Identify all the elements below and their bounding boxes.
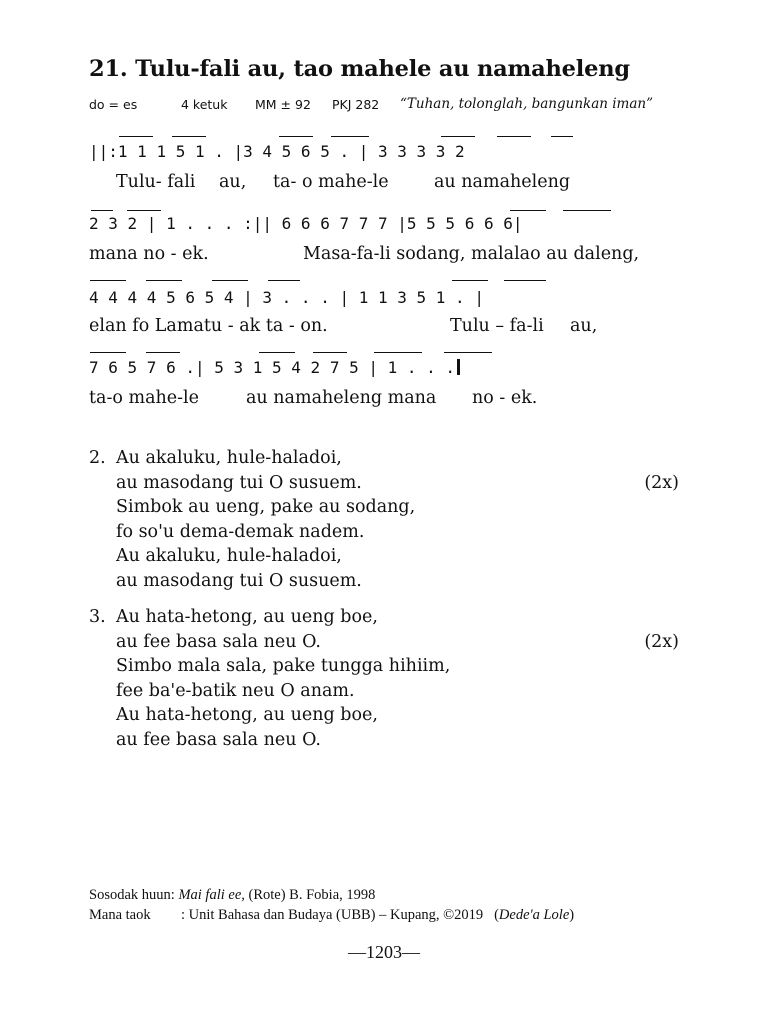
source-label: Sosodak huun	[89, 887, 171, 903]
lyric-segment: ta- o mahe-le	[273, 172, 389, 192]
verse-line: Simbo mala sala, pake tungga hihiim,	[116, 656, 451, 676]
repeat-end-sign: :||	[243, 214, 273, 233]
credits	[89, 885, 574, 925]
lyric-segment: Tulu – fa-li	[450, 316, 544, 336]
verse-number: 2.	[89, 448, 106, 468]
verse-line: fee ba'e-batik neu O anam.	[116, 680, 355, 701]
verse-line: au fee basa sala neu O.	[116, 729, 321, 750]
notation-row-1	[89, 140, 465, 164]
source-title: Mai fali ee,	[178, 887, 245, 903]
tempo: MM ± 92	[255, 97, 311, 112]
lyric-segment: mana no - ek.	[89, 244, 209, 264]
translator-credit: Mana taok : Unit Bahasa dan Budaya (UBB) – Kupang, ©2019 (Dede'a Lole)	[89, 907, 575, 923]
lyric-segment: au namaheleng	[434, 172, 571, 192]
translator-note: Dede'a Lole	[498, 907, 570, 923]
lyric-segment: Masa-fa-li sodang, malalao au daleng,	[303, 244, 640, 264]
verse-line: Au akaluku, hule-haladoi,	[116, 448, 342, 468]
key-signature: do = es	[89, 97, 138, 112]
verse-number: 3.	[89, 607, 106, 627]
verse-line: au masodang tui O susuem.	[116, 570, 362, 591]
repeat-marker: (2x)	[644, 631, 679, 652]
verse-line: au masodang tui O susuem.	[116, 472, 362, 493]
verse-2	[89, 446, 689, 593]
page-number: —1203—	[348, 942, 420, 962]
lyric-segment: au namaheleng mana	[246, 388, 437, 408]
notation-row-4	[89, 356, 460, 380]
repeat-marker: (2x)	[644, 472, 679, 493]
translator-label: Mana taok	[89, 907, 151, 923]
notation-row-3	[89, 286, 484, 310]
beats: 4 ketuk	[181, 97, 228, 112]
lyric-segment: elan fo Lamatu - ak ta - on.	[89, 316, 328, 336]
notes-row-2b: 6 6 6 7 7 7 |5 5 5 6 6 6|	[272, 214, 523, 233]
verse-line: Au akaluku, hule-haladoi,	[116, 546, 342, 566]
verse-line: fo so'u dema-demak nadem.	[116, 521, 365, 542]
verse-line: Au hata-hetong, au ueng boe,	[116, 607, 378, 627]
song-title: 21. Tulu-fali au, tao mahele au namaheleng	[89, 56, 630, 82]
lyric-segment: au,	[219, 172, 247, 192]
final-barline	[457, 359, 460, 375]
verse-line: au fee basa sala neu O.	[116, 631, 321, 652]
source-rest: (Rote) B. Fobia, 1998	[244, 887, 376, 903]
lyric-segment: no - ek.	[472, 388, 538, 408]
notes-row-2: 2 3 2 | 1 . . .	[89, 214, 244, 233]
verse-3	[89, 605, 689, 752]
notes-row-3: 4 4 4 4 5 6 5 4 | 3 . . . | 1 1 3 5 1 . |	[89, 288, 484, 307]
reference-title: “Tuhan, tolonglah, bangunkan iman”	[400, 96, 653, 112]
verse-line: Simbok au ueng, pake au sodang,	[116, 497, 416, 517]
verse-line: Au hata-hetong, au ueng boe,	[116, 705, 378, 725]
translator-value: : Unit Bahasa dan Budaya (UBB) – Kupang, ©2019	[181, 907, 484, 923]
reference: PKJ 282	[332, 97, 380, 112]
notes-row-4: 7 6 5 7 6 .| 5 3 1 5 4 2 7 5 | 1 . . .	[89, 358, 456, 377]
source-credit: Sosodak huun: Mai fali ee, (Rote) B. Fobia, 1998	[89, 887, 376, 903]
repeat-start-sign: ||:	[89, 142, 118, 161]
lyric-segment: au,	[570, 316, 598, 336]
notation-row-2	[89, 212, 522, 236]
notes-row-1: 1 1 1 5 1 . |3 4 5 6 5 . | 3 3 3 3 2	[117, 142, 465, 161]
verses	[89, 446, 689, 764]
lyric-segment: ta-o mahe-le	[89, 388, 199, 408]
lyric-segment: Tulu- fali	[116, 172, 196, 192]
